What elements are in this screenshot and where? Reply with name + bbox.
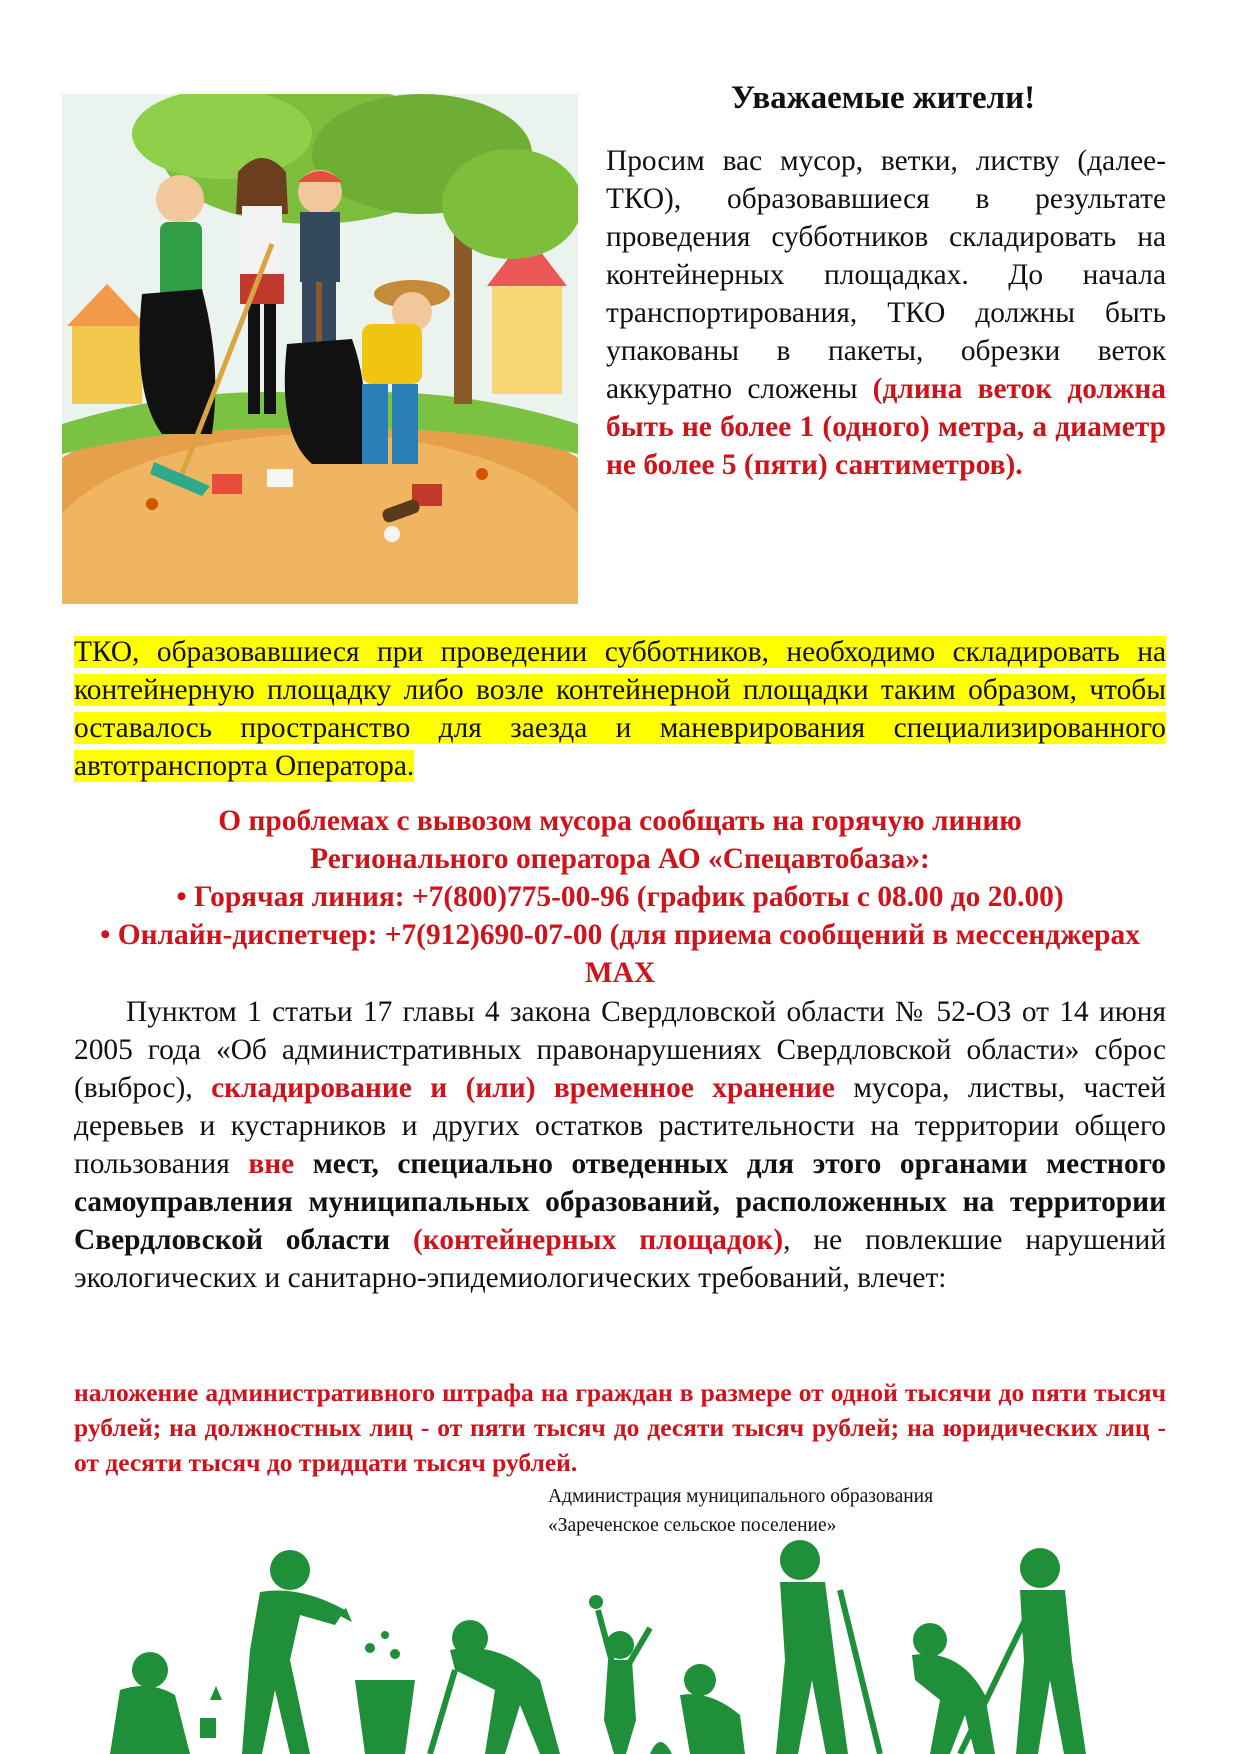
cleanup-illustration xyxy=(62,94,578,604)
request-text: Просим вас мусор, ветки, листву (далее- ТКО), образовавшиеся в результате проведения субботников складировать на контейнерных площадках. До начала транспортирования, ТКО должны быть упакованы в пакеты, обрезки веток аккуратно сложены xyxy=(606,145,1166,405)
signature-line2: «Зареченское сельское поселение» xyxy=(548,1515,837,1536)
highlighted-notice-text: ТКО, образовавшиеся при проведении субботников, необходимо складировать на контейнерную площадку либо возле контейнерной площадки таким образом, чтобы оставалось пространство для заезда и маневрирования специализированного автотранспорта Оператора. xyxy=(74,636,1166,782)
request-emphasis: (длина веток должна быть не более 1 (одного) метра, а диаметр не более 5 (пяти) сантиметров). xyxy=(606,373,1166,481)
legal-part2: складирование и (или) временное хранение xyxy=(211,1072,835,1104)
hotline-online: • Онлайн-диспетчер: +7(912)690-07-00 (для приема сообщений в мессенджерах MAX xyxy=(100,919,1140,989)
request-paragraph xyxy=(606,142,1166,484)
legal-paragraph xyxy=(74,993,1166,1297)
hotline-intro-line1: О проблемах с вывозом мусора сообщать на горячую линию xyxy=(218,805,1022,837)
legal-part5: мест, специально отведенных для этого органами местного самоуправления муниципальных образований, расположенных на территории Свердловской области xyxy=(74,1148,1166,1256)
highlighted-notice xyxy=(74,633,1166,785)
hotline-phone: • Горячая линия: +7(800)775-00-96 (график работы с 08.00 до 20.00) xyxy=(176,881,1064,913)
legal-part6: (контейнерных площадок) xyxy=(390,1224,784,1256)
penalty-text: наложение административного штрафа на граждан в размере от одной тысячи до пяти тысяч рублей; на должностных лиц - от пяти тысяч до десяти тысяч рублей; на юридических лиц - от десяти тысяч до тридцати тысяч рублей. xyxy=(74,1378,1166,1477)
volunteer-silhouettes xyxy=(0,1530,1240,1754)
legal-part4: вне xyxy=(248,1148,295,1180)
legal-part7: , не повлекшие нарушений экологических и санитарно-эпидемиологических требований, влечет: xyxy=(74,1224,1166,1294)
legal-part3: мусора, листвы, частей деревьев и кустарников и других остатков растительности на территории общего пользования xyxy=(74,1072,1166,1180)
greeting-heading: Уважаемые жители! xyxy=(730,80,1036,116)
legal-part1: Пунктом 1 статьи 17 главы 4 закона Свердловской области № 52-ОЗ от 14 июня 2005 года «Об административных правонарушениях Свердловской области» сброс (выброс), xyxy=(74,996,1166,1104)
signature-line1: Администрация муниципального образования xyxy=(548,1486,934,1507)
hotline-intro-line2: Регионального оператора АО «Спецавтобаза»: xyxy=(310,843,930,875)
hotline-section xyxy=(74,802,1166,992)
